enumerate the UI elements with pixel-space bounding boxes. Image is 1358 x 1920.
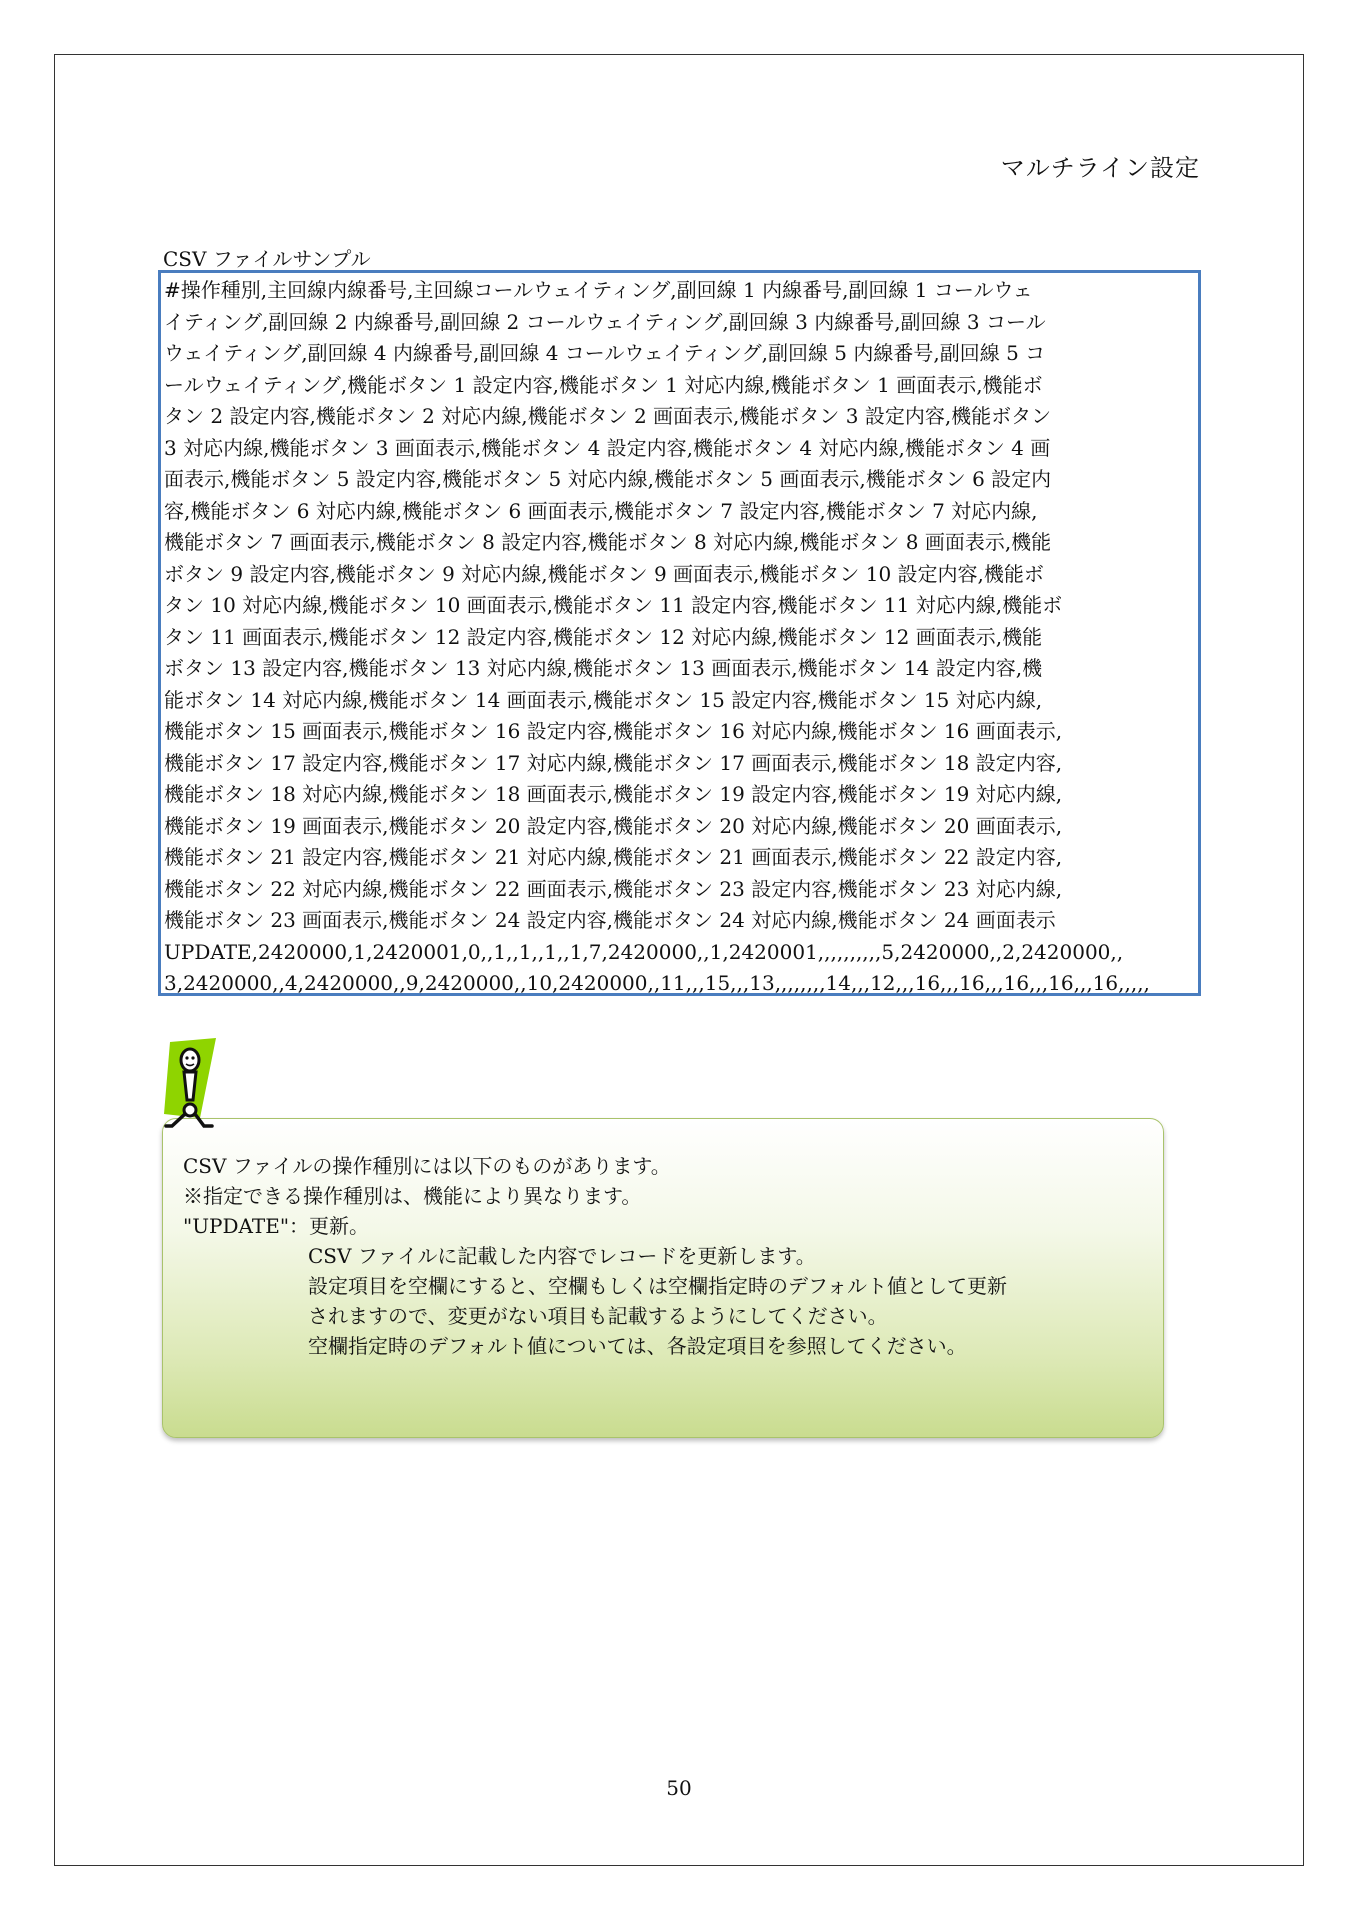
csv-line: 機能ボタン 18 対応内線,機能ボタン 18 画面表示,機能ボタン 19 設定内容,機能ボタン 19 対応内線, (164, 782, 1063, 806)
csv-sample-caption: CSV ファイルサンプル (163, 247, 371, 271)
csv-line: ールウェイティング,機能ボタン 1 設定内容,機能ボタン 1 対応内線,機能ボタン 1 画面表示,機能ボ (164, 372, 1043, 397)
csv-line: 3 対応内線,機能ボタン 3 画面表示,機能ボタン 4 設定内容,機能ボタン 4 対応内線,機能ボタン 4 画 (164, 435, 1051, 460)
csv-line: ウェイティング,副回線 4 内線番号,副回線 4 コールウェイティング,副回線 5 内線番号,副回線 5 コ (164, 341, 1046, 365)
csv-line: 容,機能ボタン 6 対応内線,機能ボタン 6 画面表示,機能ボタン 7 設定内容,機能ボタン 7 対応内線, (164, 498, 1038, 523)
csv-sample-box (158, 270, 1201, 996)
csv-line: 機能ボタン 17 設定内容,機能ボタン 17 対応内線,機能ボタン 17 画面表示,機能ボタン 18 設定内容, (164, 750, 1063, 775)
csv-line: 機能ボタン 23 画面表示,機能ボタン 24 設定内容,機能ボタン 24 対応内線,機能ボタン 24 画面表示 (164, 908, 1056, 932)
csv-line: 能ボタン 14 対応内線,機能ボタン 14 画面表示,機能ボタン 15 設定内容,機能ボタン 15 対応内線, (164, 687, 1043, 712)
exclamation-figure-icon (160, 1038, 224, 1132)
note-line: ※指定できる操作種別は、機能により異なります。 (183, 1184, 642, 1208)
csv-line: 機能ボタン 19 画面表示,機能ボタン 20 設定内容,機能ボタン 20 対応内線,機能ボタン 20 画面表示, (164, 813, 1063, 838)
csv-line: 面表示,機能ボタン 5 設定内容,機能ボタン 5 対応内線,機能ボタン 5 画面表示,機能ボタン 6 設定内 (164, 467, 1052, 491)
csv-line: タン 11 画面表示,機能ボタン 12 設定内容,機能ボタン 12 対応内線,機能ボタン 12 画面表示,機能 (164, 624, 1043, 649)
note-line: されますので、変更がない項目も記載するようにしてください。 (308, 1304, 888, 1328)
page-number: 50 (666, 1776, 692, 1800)
csv-line: タン 2 設定内容,機能ボタン 2 対応内線,機能ボタン 2 画面表示,機能ボタン 3 設定内容,機能ボタン (164, 404, 1052, 428)
page-header-title: マルチライン設定 (1000, 154, 1200, 182)
csv-line: ボタン 9 設定内容,機能ボタン 9 対応内線,機能ボタン 9 画面表示,機能ボタン 10 設定内容,機能ボ (164, 561, 1044, 586)
note-line: 空欄指定時のデフォルト値については、各設定項目を参照してください。 (308, 1334, 967, 1358)
csv-line: UPDATE,2420000,1,2420001,0,,1,,1,,1,,1,7,2420000,,1,2420001,,,,,,,,,,5,2420000,,2,2420000,, (164, 939, 1124, 964)
csv-line: 機能ボタン 15 画面表示,機能ボタン 16 設定内容,機能ボタン 16 対応内線,機能ボタン 16 画面表示, (164, 719, 1063, 743)
csv-line: タン 10 対応内線,機能ボタン 10 画面表示,機能ボタン 11 設定内容,機能ボタン 11 対応内線,機能ボ (164, 593, 1063, 617)
csv-line: #操作種別,主回線内線番号,主回線コールウェイティング,副回線 1 内線番号,副回線 1 コールウェ (164, 278, 1033, 302)
note-box (162, 1118, 1164, 1438)
note-line: 設定項目を空欄にすると、空欄もしくは空欄指定時のデフォルト値として更新 (308, 1274, 1007, 1298)
note-line: CSV ファイルに記載した内容でレコードを更新します。 (308, 1244, 816, 1268)
csv-line: 3,2420000,,4,2420000,,9,2420000,,10,2420000,,11,,,15,,,13,,,,,,,,14,,,12,,,16,,,16,,,16,,,16,,,16,,,,, (164, 971, 1150, 995)
csv-line: イティング,副回線 2 内線番号,副回線 2 コールウェイティング,副回線 3 内線番号,副回線 3 コール (164, 309, 1046, 334)
csv-line: 機能ボタン 7 画面表示,機能ボタン 8 設定内容,機能ボタン 8 対応内線,機能ボタン 8 画面表示,機能 (164, 530, 1052, 554)
note-line: CSV ファイルの操作種別には以下のものがあります。 (183, 1154, 671, 1178)
csv-line: ボタン 13 設定内容,機能ボタン 13 対応内線,機能ボタン 13 画面表示,機能ボタン 14 設定内容,機 (164, 656, 1043, 680)
csv-line: 機能ボタン 22 対応内線,機能ボタン 22 画面表示,機能ボタン 23 設定内容,機能ボタン 23 対応内線, (164, 876, 1063, 901)
csv-line: 機能ボタン 21 設定内容,機能ボタン 21 対応内線,機能ボタン 21 画面表示,機能ボタン 22 設定内容, (164, 845, 1063, 869)
note-line: "UPDATE"：更新。 (183, 1214, 370, 1238)
